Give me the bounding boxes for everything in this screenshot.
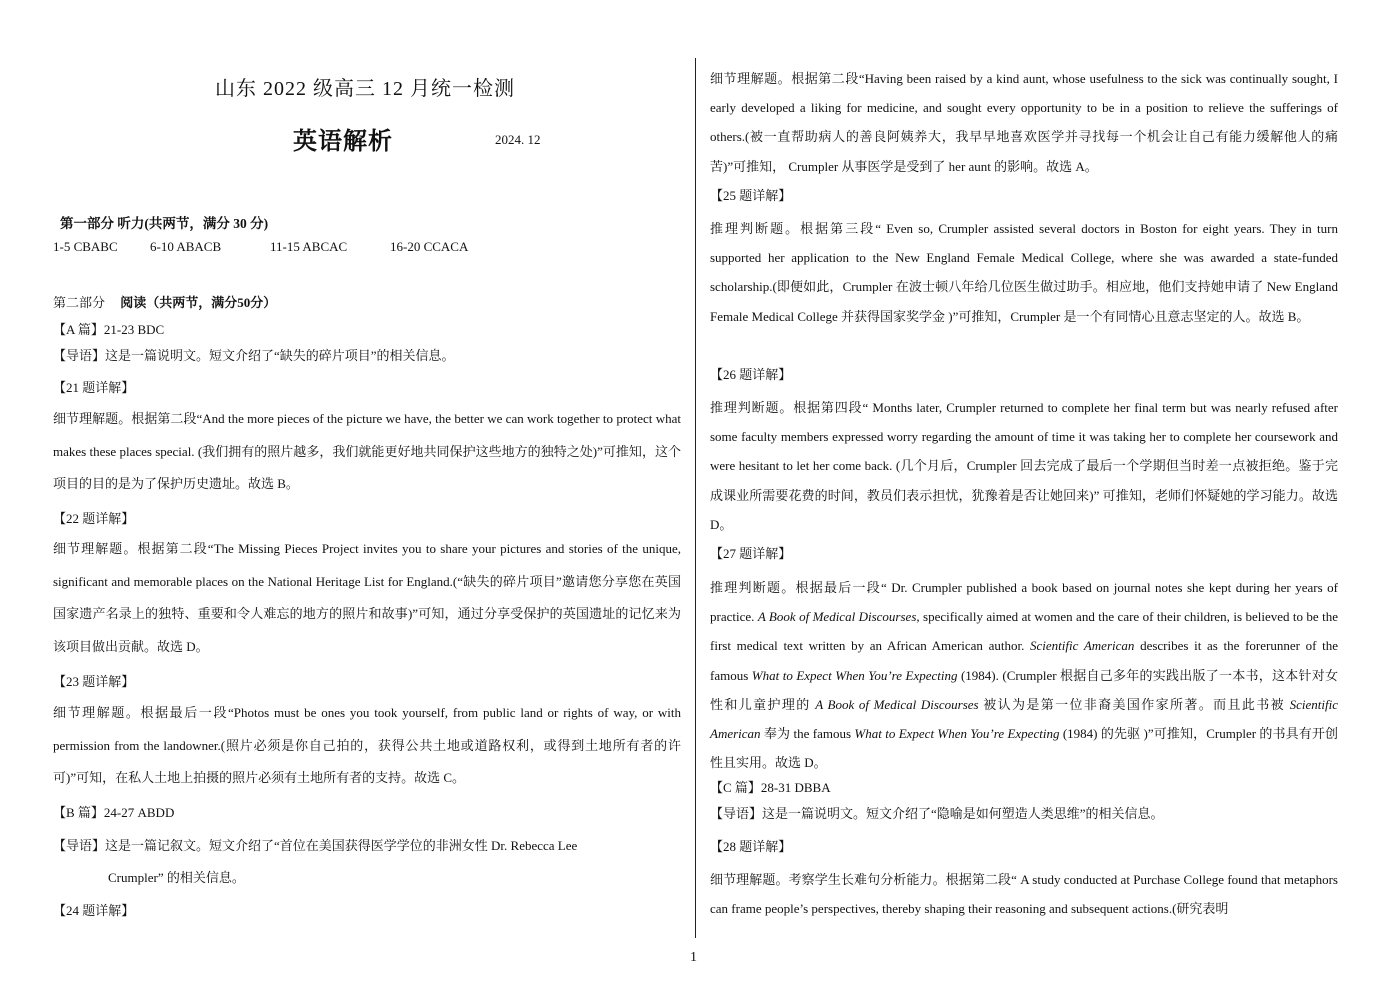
q22-title: 【22 题详解】 bbox=[53, 511, 135, 526]
q28-title: 【28 题详解】 bbox=[710, 839, 792, 854]
book-title: What to Expect When You’re Expecting bbox=[854, 726, 1060, 742]
listening-answer-4: 16-20 CCACA bbox=[390, 239, 469, 254]
q24-title: 【24 题详解】 bbox=[53, 903, 135, 918]
q26-explanation: 推理判断题。根据第四段“ Months later, Crumpler returned to complete her final term but was nearly refused after some faculty members expressed worry regarding the amount of time it was taking her to complete her coursework and were hesitant to let her come back. (几个月后，Crumpler 回去完成了最后一个学期但当时差一点被拒绝。鉴于完成课业所需要花费的时间，教员们表示担忧，犹豫着是否让她回来)” 可推知，老师们怀疑她的学习能力。故选 D。 bbox=[710, 400, 1338, 532]
exam-title: 山东 2022 级高三 12 月统一检测 bbox=[215, 78, 515, 100]
q25-explanation: 推理判断题。根据第三段“ Even so, Crumpler assisted several doctors in Boston for eight years. They in turn supported her application to the New England Female Medical College, where she was awarded a state-funded scholarship.(即便如此，Crumpler 在波士顿八年给几位医生做过助手。相应地，他们支持她申请了 New England Female Medical College 并获得国家奖学金 )”可推知，Crumpler 是一个有同情心且意志坚定的人。故选 B。 bbox=[710, 221, 1338, 324]
book-title: What to Expect When You’re Expecting bbox=[751, 667, 958, 683]
q25-title: 【25 题详解】 bbox=[710, 188, 792, 203]
passage-b-intro-line1: 【导语】这是一篇记叙文。短文介绍了“首位在美国获得医学学位的非洲女性 Dr. Rebecca Lee bbox=[53, 838, 578, 853]
q23-explanation: 细节理解题。根据最后一段“Photos must be ones you took yourself, from public land or rights of way, or with permission from the landowner.(照片必须是你自己拍的，获得公共土地或道路权利，或得到土地所有者的许可)”可知，在私人土地上拍摄的照片必须有土地所有者的支持。故选 C。 bbox=[53, 705, 681, 785]
passage-c-intro: 【导语】这是一篇说明文。短文介绍了“隐喻是如何塑造人类思维”的相关信息。 bbox=[710, 806, 1164, 821]
q27-explanation: 推理判断题。根据最后一段“ Dr. Crumpler published a book based on journal notes she kept during her years of practice. A Book of Medical Discourses, specifically aimed at women and the care of their children, is believed to be the first medical text written by an African American author. Scientific American describes it as the forerunner of the famous What to Expect When You’re Expecting (1984). (Crumpler 根据自己多年的实践出版了一本书，这本针对女性和儿童护理的 A Book of Medical Discourses 被认为是第一位非裔美国作家所著。而且此书被 Scientific American 奉为 the famous What to Expect When You’re Expecting (1984) 的先驱 )”可推知，Crumpler 的书具有开创性且实用。故选 D。 bbox=[710, 580, 1339, 771]
q26-title: 【26 题详解】 bbox=[710, 367, 792, 382]
listening-answer-2: 6-10 ABACB bbox=[150, 239, 222, 254]
q24-explanation: 细节理解题。根据第二段“Having been raised by a kind aunt, whose usefulness to the sick was continually sought, I early developed a liking for medicine, and sought every opportunity to be in a position to relieve the sufferings of others.(被一直帮助病人的善良阿姨养大，我早早地喜欢医学并寻找每一个机会让自己有能力缓解他人的痛苦)”可推知， Crumpler 从事医学是受到了 her aunt 的影响。故选 A。 bbox=[710, 71, 1338, 174]
q28-explanation: 细节理解题。考察学生长难句分析能力。根据第二段“ A study conducted at Purchase College found that metaphors can frame people’s perspectives, thereby shaping their reasoning and subsequent actions.(研究表明 bbox=[710, 872, 1338, 917]
part2-heading bbox=[53, 292, 276, 311]
part2-heading-title: 阅读（共两节，满分50分） bbox=[120, 295, 277, 310]
passage-b-intro-line2: Crumpler” 的相关信息。 bbox=[108, 870, 245, 885]
part1-heading: 第一部分 听力(共两节，满分 30 分) bbox=[60, 216, 269, 231]
q21-explanation: 细节理解题。根据第二段“And the more pieces of the picture we have, the better we can work together to protect what makes these places special. (我们拥有的照片越多，我们就能更好地共同保护这些地方的独特之处)”可推知，这个项目的目的是为了保护历史遗址。故选 B。 bbox=[53, 411, 681, 491]
column-divider bbox=[695, 58, 696, 938]
page-number: 1 bbox=[690, 950, 697, 965]
listening-answer-1: 1-5 CBABC bbox=[53, 239, 118, 254]
passage-a-label: 【A 篇】21-23 BDC bbox=[53, 322, 165, 337]
listening-answer-3: 11-15 ABCAC bbox=[270, 239, 348, 254]
magazine-title: Scientific American bbox=[1030, 638, 1135, 654]
passage-a-intro: 【导语】这是一篇说明文。短文介绍了“缺失的碎片项目”的相关信息。 bbox=[53, 348, 455, 363]
subject-title: 英语解析 bbox=[293, 129, 393, 155]
passage-c-label: 【C 篇】28-31 DBBA bbox=[710, 780, 831, 795]
q23-title: 【23 题详解】 bbox=[53, 674, 135, 689]
part2-heading-prefix: 第二部分 bbox=[53, 295, 106, 310]
book-title: A Book of Medical Discourses bbox=[815, 696, 979, 712]
q22-explanation: 细节理解题。根据第二段“The Missing Pieces Project invites you to share your pictures and stories of the unique, significant and memorable places on the National Heritage List for England.(“缺失的碎片项目”邀请您分享您在英国国家遗产名录上的独特、重要和令人难忘的地方的照片和故事)”可知，通过分享受保护的英国遗址的记忆来为该项目做出贡献。故选 D。 bbox=[53, 541, 681, 654]
book-title: A Book of Medical Discourses bbox=[757, 609, 917, 625]
q21-title: 【21 题详解】 bbox=[53, 380, 135, 395]
q27-title: 【27 题详解】 bbox=[710, 546, 792, 561]
passage-b-label: 【B 篇】24-27 ABDD bbox=[53, 805, 175, 820]
magazine-title: Scientific American bbox=[710, 696, 1338, 742]
exam-date: 2024. 12 bbox=[495, 132, 541, 147]
